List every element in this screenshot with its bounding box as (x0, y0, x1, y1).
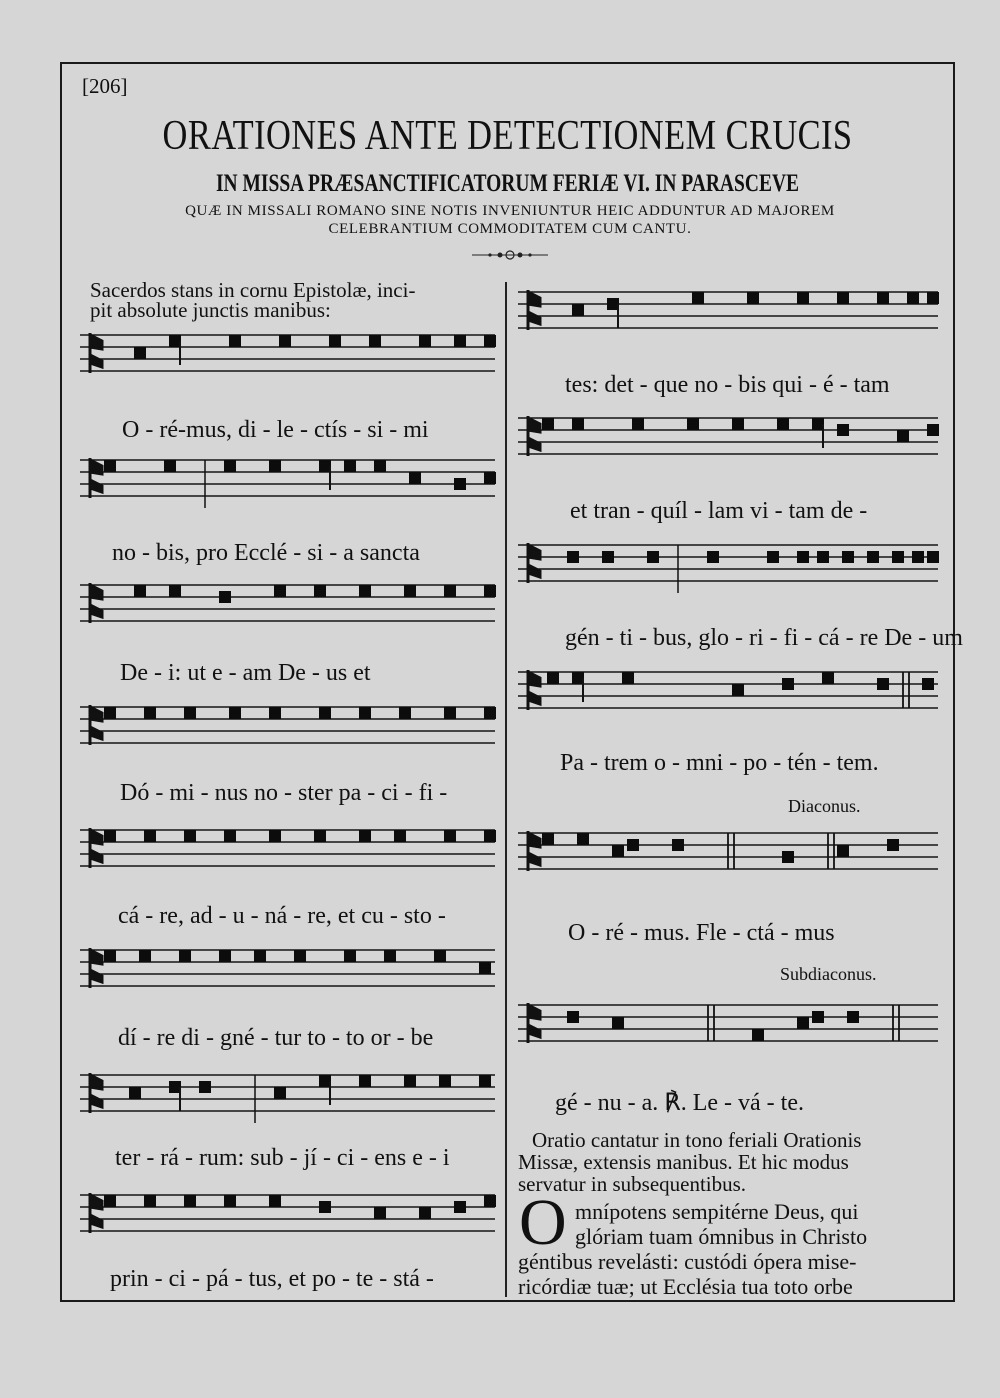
page-number: [206] (82, 74, 128, 98)
neume-punctum (484, 830, 496, 842)
neume-punctum (842, 551, 854, 563)
neume-punctum (344, 460, 356, 472)
neume-punctum (274, 1087, 286, 1099)
neume-punctum (877, 678, 889, 690)
neume-punctum (404, 1075, 416, 1087)
neume-punctum (314, 830, 326, 842)
neume-punctum (269, 830, 281, 842)
neume-punctum (782, 678, 794, 690)
chant-lyric: prin - ci - pá - tus, et po - te - stá - (110, 1266, 434, 1292)
neume-punctum (444, 707, 456, 719)
rubric-line: Sacerdos stans in cornu Epistolæ, inci- (90, 278, 416, 302)
neume-punctum (922, 678, 934, 690)
neume-punctum (219, 950, 231, 962)
neume-punctum (269, 707, 281, 719)
neume-punctum (419, 335, 431, 347)
chant-lyric: tes: det - que no - bis qui - é - tam (565, 372, 890, 398)
neume-punctum (572, 418, 584, 430)
neume-punctum (104, 1195, 116, 1207)
neume-punctum (169, 585, 181, 597)
prayer-line: mnípotens sempitérne Deus, qui (575, 1199, 859, 1224)
neume-punctum (547, 672, 559, 684)
chant-staff (80, 329, 495, 385)
neume-punctum (897, 430, 909, 442)
do-clef-icon (90, 948, 102, 988)
neume-punctum (319, 1201, 331, 1213)
neume-punctum (104, 830, 116, 842)
neume-punctum (847, 1011, 859, 1023)
neume-punctum (419, 1207, 431, 1219)
role-label-subdeacon: Subdiaconus. (780, 964, 877, 984)
chant-staff (80, 944, 495, 1000)
neume-punctum (184, 1195, 196, 1207)
neume-punctum (344, 950, 356, 962)
neume-punctum (732, 418, 744, 430)
neume-punctum (454, 478, 466, 490)
neume-punctum (374, 460, 386, 472)
neume-punctum (129, 1087, 141, 1099)
neume-punctum (927, 424, 939, 436)
do-clef-icon (528, 290, 540, 330)
neume-punctum (542, 418, 554, 430)
neume-punctum (144, 830, 156, 842)
chant-lyric: Pa - trem o - mni - po - tén - tem. (560, 750, 879, 776)
chant-lyric: De - i: ut e - am De - us et (120, 660, 371, 686)
neume-punctum (184, 707, 196, 719)
chant-lyric: ter - rá - rum: sub - jí - ci - ens e - i (115, 1145, 450, 1171)
neume-punctum (647, 551, 659, 563)
neume-punctum (877, 292, 889, 304)
neume-punctum (622, 672, 634, 684)
neume-punctum (229, 707, 241, 719)
chant-lyric: et tran - quíl - lam vi - tam de - (570, 498, 868, 524)
neume-punctum (444, 585, 456, 597)
rubric-line: pit absolute junctis manibus: (90, 298, 331, 322)
neume-punctum (224, 460, 236, 472)
chant-staff (80, 701, 495, 757)
chant-lyric: O - ré-mus, di - le - ctís - si - mi (122, 417, 429, 443)
chant-lyric: cá - re, ad - u - ná - re, et cu - sto - (118, 903, 446, 929)
neume-punctum (479, 1075, 491, 1087)
neume-punctum (887, 839, 899, 851)
chant-lyric: dí - re di - gné - tur to - to or - be (118, 1025, 434, 1051)
column-divider (505, 282, 507, 1297)
editorial-note (100, 202, 920, 238)
neume-punctum (632, 418, 644, 430)
page-title: ORATIONES ANTE DETECTIONEM CRUCIS (162, 113, 853, 159)
do-clef-icon (528, 1003, 540, 1043)
neume-punctum (837, 292, 849, 304)
neume-punctum (567, 1011, 579, 1023)
neume-punctum (104, 707, 116, 719)
neume-punctum (767, 551, 779, 563)
neume-punctum (134, 347, 146, 359)
neume-punctum (179, 950, 191, 962)
do-clef-icon (528, 831, 540, 871)
neume-punctum (104, 950, 116, 962)
neume-punctum (314, 585, 326, 597)
neume-punctum (144, 1195, 156, 1207)
drop-cap-initial: O (519, 1186, 567, 1259)
neume-punctum (439, 1075, 451, 1087)
neume-punctum (359, 830, 371, 842)
neume-punctum (374, 1207, 386, 1219)
do-clef-icon (90, 1193, 102, 1233)
neume-punctum (542, 833, 554, 845)
neume-punctum (484, 585, 496, 597)
rubric-line: Missæ, extensis manibus. Et hic modus (518, 1150, 849, 1174)
neume-punctum (892, 551, 904, 563)
do-clef-icon (528, 543, 540, 583)
neume-punctum (867, 551, 879, 563)
neume-punctum (294, 950, 306, 962)
chant-staff (80, 824, 495, 880)
neume-punctum (359, 585, 371, 597)
chant-staff (80, 454, 495, 510)
neume-punctum (707, 551, 719, 563)
neume-punctum (672, 839, 684, 851)
neume-punctum (134, 585, 146, 597)
page-subtitle: IN MISSA PRÆSANCTIFICATORUM FERIÆ VI. IN PARASCEVE (215, 170, 800, 197)
neume-punctum (359, 707, 371, 719)
neume-punctum (319, 707, 331, 719)
neume-punctum (912, 551, 924, 563)
neume-punctum (164, 460, 176, 472)
neume-punctum (927, 292, 939, 304)
chant-lyric: O - ré - mus. Fle - ctá - mus (568, 920, 835, 946)
neume-punctum (369, 335, 381, 347)
do-clef-icon (528, 416, 540, 456)
neume-punctum (199, 1081, 211, 1093)
chant-staff (80, 579, 495, 635)
neume-punctum (219, 591, 231, 603)
do-clef-icon (90, 458, 102, 498)
chant-staff (80, 1189, 495, 1245)
chant-lyric: no - bis, pro Ecclé - si - a sancta (112, 540, 420, 566)
neume-punctum (687, 418, 699, 430)
neume-punctum (479, 962, 491, 974)
neume-punctum (139, 950, 151, 962)
neume-punctum (254, 950, 266, 962)
neume-punctum (269, 1195, 281, 1207)
neume-punctum (104, 460, 116, 472)
rubric-line: servatur in subsequentibus. (518, 1172, 747, 1196)
neume-punctum (224, 1195, 236, 1207)
neume-punctum (484, 707, 496, 719)
chant-staff (80, 1069, 495, 1125)
do-clef-icon (90, 705, 102, 745)
editorial-note-line: QUÆ IN MISSALI ROMANO SINE NOTIS INVENIUNTUR HEIC ADDUNTUR AD MAJOREM (185, 203, 835, 219)
prayer-line: géntibus revelásti: custódi ópera mise- (518, 1249, 857, 1274)
neume-punctum (837, 424, 849, 436)
neume-punctum (567, 551, 579, 563)
neume-punctum (484, 472, 496, 484)
neume-punctum (572, 304, 584, 316)
do-clef-icon (90, 1073, 102, 1113)
neume-punctum (782, 851, 794, 863)
do-clef-icon (90, 333, 102, 373)
neume-punctum (907, 292, 919, 304)
chant-staff (518, 412, 938, 468)
neume-punctum (434, 950, 446, 962)
prayer-line: ricórdiæ tuæ; ut Ecclésia tua toto orbe (518, 1274, 853, 1299)
neume-punctum (279, 335, 291, 347)
neume-punctum (627, 839, 639, 851)
neume-punctum (329, 335, 341, 347)
chant-staff (518, 999, 938, 1055)
chant-lyric: Dó - mi - nus no - ster pa - ci - fi - (120, 780, 448, 806)
neume-punctum (454, 335, 466, 347)
neume-punctum (144, 707, 156, 719)
neume-punctum (837, 845, 849, 857)
neume-punctum (822, 672, 834, 684)
rubric-line: Oratio cantatur in tono feriali Orationis (532, 1128, 862, 1152)
neume-punctum (777, 418, 789, 430)
neume-punctum (612, 845, 624, 857)
neume-punctum (812, 1011, 824, 1023)
neume-punctum (184, 830, 196, 842)
neume-punctum (224, 830, 236, 842)
neume-punctum (444, 830, 456, 842)
do-clef-icon (90, 828, 102, 868)
ornament-divider (470, 248, 550, 262)
neume-punctum (817, 551, 829, 563)
prayer-line: glóriam tuam ómnibus in Christo (575, 1224, 868, 1249)
neume-punctum (409, 472, 421, 484)
neume-punctum (384, 950, 396, 962)
chant-lyric: gén - ti - bus, glo - ri - fi - cá - re De - um (565, 625, 963, 651)
neume-punctum (747, 292, 759, 304)
neume-punctum (927, 551, 939, 563)
neume-punctum (732, 684, 744, 696)
neume-punctum (274, 585, 286, 597)
neume-punctum (612, 1017, 624, 1029)
chant-lyric: gé - nu - a. ℟. Le - vá - te. (555, 1090, 804, 1116)
neume-punctum (602, 551, 614, 563)
neume-punctum (359, 1075, 371, 1087)
do-clef-icon (90, 583, 102, 623)
chant-staff (518, 827, 938, 883)
neume-punctum (404, 585, 416, 597)
neume-punctum (484, 1195, 496, 1207)
neume-punctum (692, 292, 704, 304)
editorial-note-line: CELEBRANTIUM COMMODITATEM CUM CANTU. (328, 221, 692, 237)
neume-punctum (797, 551, 809, 563)
neume-punctum (484, 335, 496, 347)
neume-punctum (577, 833, 589, 845)
neume-punctum (394, 830, 406, 842)
neume-punctum (229, 335, 241, 347)
do-clef-icon (528, 670, 540, 710)
chant-staff (518, 666, 938, 722)
chant-staff (518, 286, 938, 342)
neume-punctum (454, 1201, 466, 1213)
neume-punctum (399, 707, 411, 719)
neume-punctum (797, 1017, 809, 1029)
role-label-deacon: Diaconus. (788, 796, 861, 816)
neume-punctum (797, 292, 809, 304)
chant-staff (518, 539, 938, 595)
neume-punctum (752, 1029, 764, 1041)
neume-punctum (269, 460, 281, 472)
